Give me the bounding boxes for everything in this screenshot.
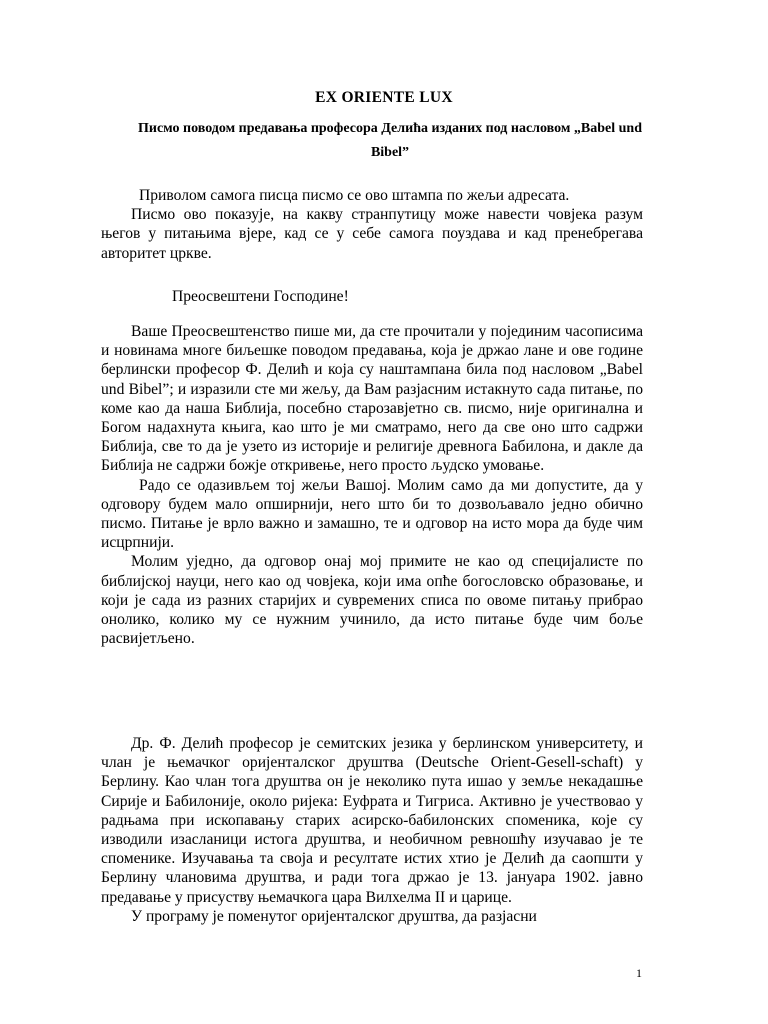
document-title: EX ORIENTE LUX: [315, 89, 453, 106]
letter-paragraph: Ваше Преосвештенство пише ми, да сте прочитали у појединим часописима и новинама многе биљешке поводом предавања, која је држао лане и ове године берлински професор Ф. Делић и која су наштампана била под насловом „Babel und Bibel”; и изразили сте ми жељу, да Вам разјасним истакнуто сада питање, по коме као да наша Библија, посебно старозавјетно св. писмо, није оригинална и Богом надахнута књига, као што је ми сматрамо, него да све оно што садржи Библија, све то да је узето из историје и религије древнога Бабилона, и дакле да Библија не садржи божје откривење, него просто људско умовање.: [101, 323, 643, 475]
letter-salutation: Преосвештени Господине!: [172, 288, 349, 305]
letter-block: [101, 322, 643, 648]
intro-block: [101, 186, 643, 263]
letter-paragraph: Радо се одазивљем тој жељи Вашој. Молим само да ми допустите, да у одговору будем мало опширнији, него што би то дозвољавало једно обично писмо. Питање је врло важно и замашно, те и одговор на исто мора да буде чим исцрпнији.: [101, 476, 643, 552]
body-paragraph: У програму је поменутог оријенталског друштва, да разјасни: [131, 907, 537, 925]
page-number: 1: [636, 966, 642, 980]
intro-paragraph: Писмо ово показује, на какву странпутицу може навести човјека разум његов у питањима вјере, кад се у себе самога поуздава и кад пренебрегава авторитет цркве.: [101, 206, 643, 262]
letter-paragraph: Молим уједно, да одговор онај мој примите не као од специјалисте по библијској науци, него као од човјека, који има опће богословско образовање, и који је сада из разних старијих и сувремених списа по овоме питању прибрао онолико, колико му се нужним учинило, да исто питање буде чим боље расвијетљено.: [101, 553, 643, 648]
intro-paragraph: Приволом самога писца писмо се ово штампа по жељи адресата.: [139, 187, 570, 204]
body-paragraph: Др. Ф. Делић професор је семитских језика у берлинском университету, и члан је њемачког оријенталског друштва (Deutsche Orient-Gesell-schaft) у Берлину. Као члан тога друштва он је неколико пута ишао у земље некадашње Сирије и Бабилоније, около ријека: Еуфрата и Тигриса. Активно је учествовао у радњама при ископавању старих асирско-бабилонских споменика, које су изводили изасланици истога друштва, и необичном ревношћу изучавао је те споменике. Изучавања та своја и ресултате истих хтио је Делић да саопшти у Берлину члановима друштва, и ради тога држао је 13. јануара 1902. јавно предавање у присуству њемачкога цара Вилхелма II и царице.: [101, 735, 643, 906]
document-subtitle: Писмо поводом предавања професора Делића изданих под насловом „Babel und Bibel”: [138, 121, 642, 160]
body-block: [101, 734, 643, 926]
